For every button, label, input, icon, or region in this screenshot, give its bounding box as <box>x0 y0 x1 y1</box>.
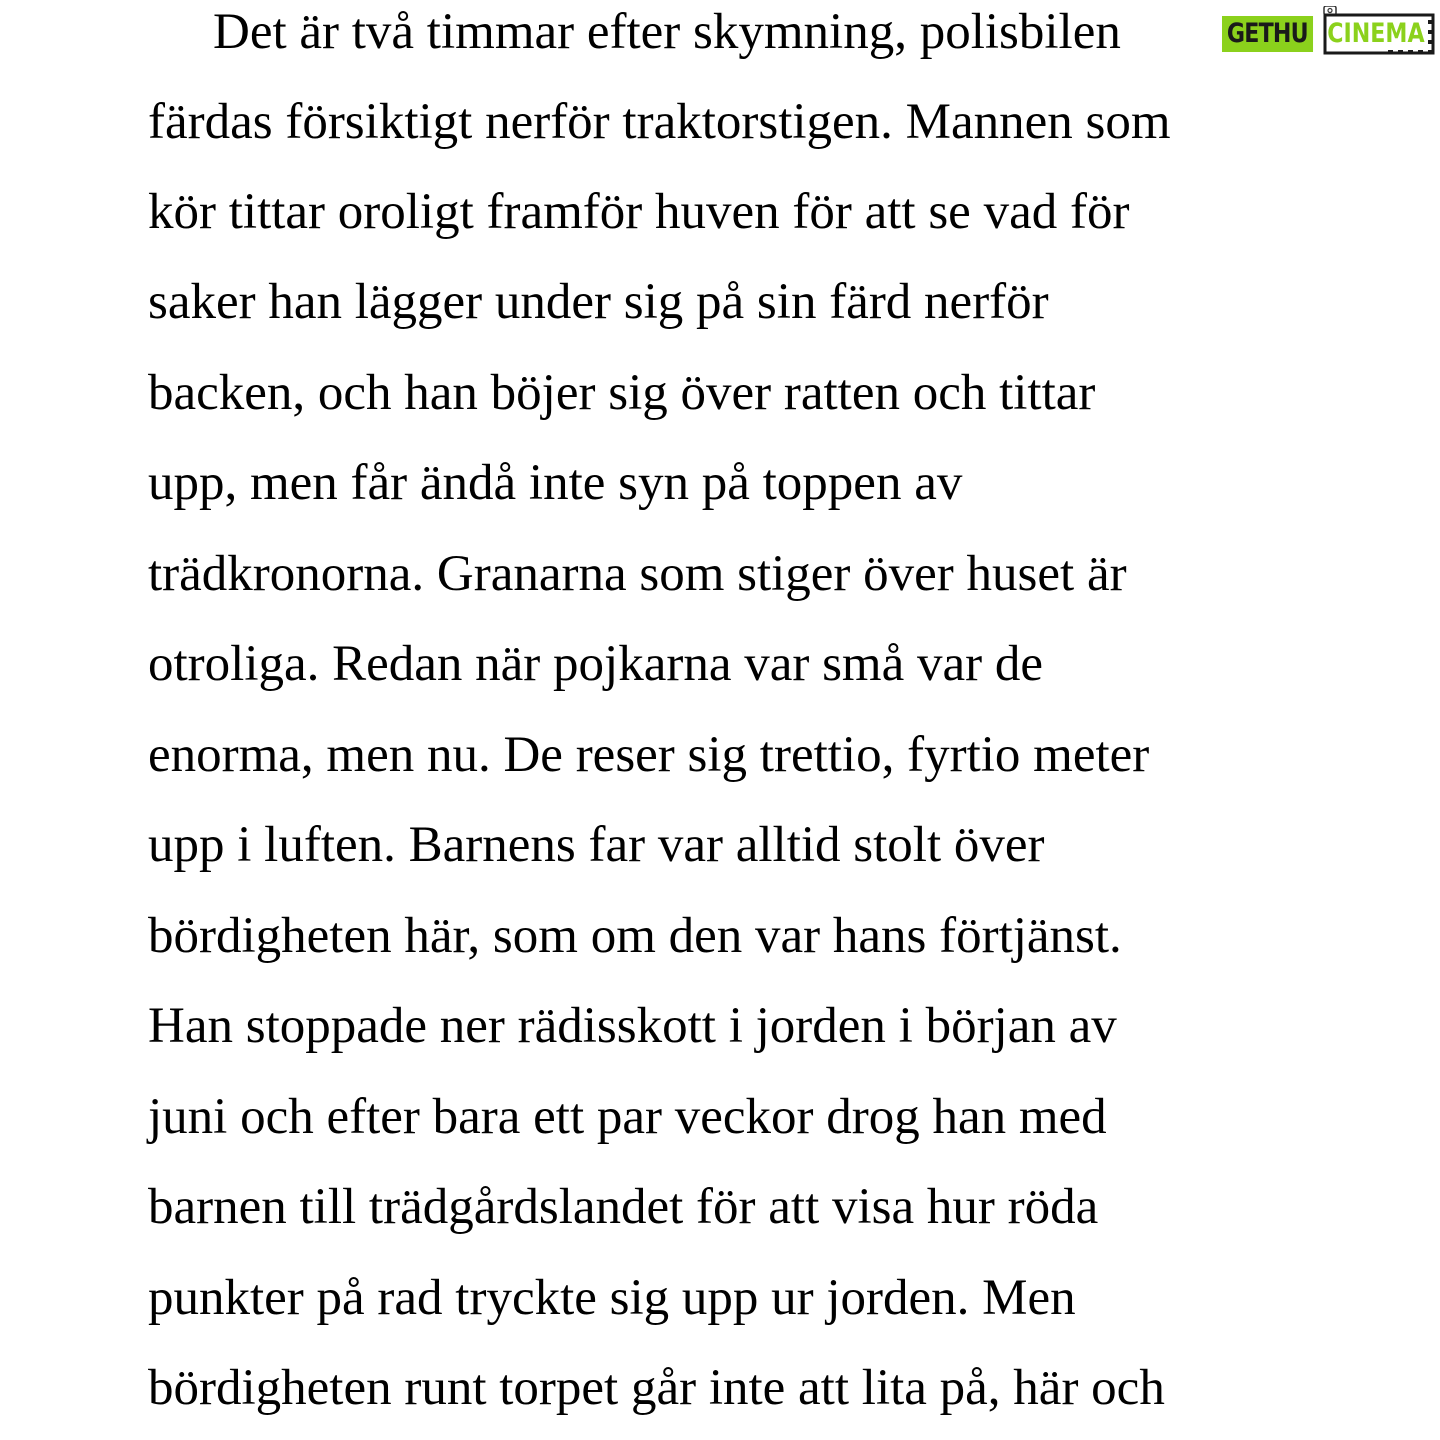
logo-text-gethu: GETHU <box>1222 16 1313 52</box>
text-line: Det är två timmar efter skymning, polisbilen <box>213 4 1121 60</box>
text-line: bördigheten här, som om den var hans förtjänst. <box>148 908 1122 964</box>
text-line: enorma, men nu. De reser sig trettio, fyrtio meter <box>148 727 1150 783</box>
text-line: barnen till trädgårdslandet för att visa hur röda <box>148 1179 1099 1235</box>
text-line: Han stoppade ner rädisskott i jorden i början av <box>148 998 1117 1054</box>
text-line: bördigheten runt torpet går inte att lita på, här och <box>148 1360 1165 1416</box>
text-line: backen, och han böjer sig över ratten och tittar <box>148 365 1096 421</box>
watermark-logo <box>1222 6 1436 56</box>
text-line: kör tittar oroligt framför huven för att se vad för <box>148 184 1130 240</box>
text-line: färdas försiktigt nerför traktorstigen. Mannen som <box>148 94 1171 150</box>
text-line: trädkronorna. Granarna som stiger över huset är <box>148 546 1127 602</box>
text-line: saker han lägger under sig på sin färd nerför <box>148 274 1049 330</box>
text-line: juni och efter bara ett par veckor drog han med <box>148 1089 1107 1145</box>
logo-text-cinema: CINEMA <box>1327 18 1425 49</box>
text-line: upp, men får ändå inte syn på toppen av <box>148 455 963 511</box>
film-strip-icon <box>1222 6 1436 56</box>
text-line: otroliga. Redan när pojkarna var små var de <box>148 636 1043 692</box>
text-line: punkter på rad tryckte sig upp ur jorden. Men <box>148 1270 1076 1326</box>
text-line: upp i luften. Barnens far var alltid stolt över <box>148 817 1045 873</box>
